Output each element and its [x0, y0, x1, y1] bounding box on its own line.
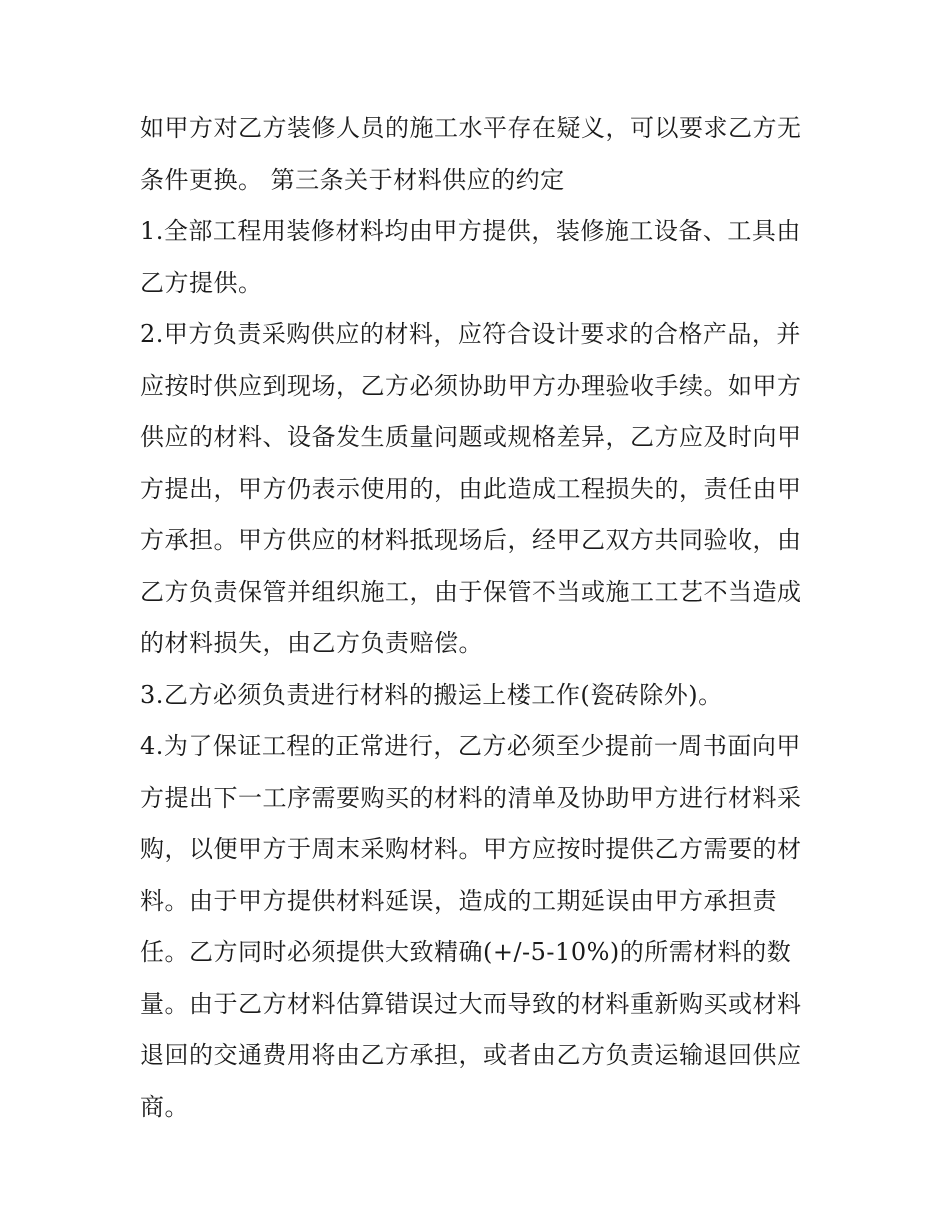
text-line: 方提出下一工序需要购买的材料的清单及协助甲方进行材料采 [140, 783, 802, 812]
text-line: 商。 [140, 1092, 189, 1121]
text-line: 4.为了保证工程的正常进行，乙方必须至少提前一周书面向甲 [140, 732, 801, 760]
text-line: 量。由于乙方材料估算错误过大而导致的材料重新购买或材料 [140, 989, 802, 1018]
text-line: 2.甲方负责采购供应的材料，应符合设计要求的合格产品，并 [140, 320, 801, 348]
contract-text-block [140, 103, 820, 1133]
text-line: 方提出，甲方仍表示使用的，由此造成工程损失的，责任由甲 [140, 474, 802, 503]
text-line: 乙方提供。 [140, 268, 263, 297]
text-line: 1.全部工程用装修材料均由甲方提供，装修施工设备、工具由 [140, 217, 801, 245]
text-line: 任。乙方同时必须提供大致精确(+/-5-10%)的所需材料的数 [140, 938, 792, 966]
text-line: 条件更换。 第三条关于材料供应的约定 [140, 165, 565, 194]
text-line: 应按时供应到现场，乙方必须协助甲方办理验收手续。如甲方 [140, 371, 802, 400]
text-line: 如甲方对乙方装修人员的施工水平存在疑义，可以要求乙方无 [140, 114, 802, 142]
text-line: 方承担。甲方供应的材料抵现场后，经甲乙双方共同验收，由 [140, 526, 802, 554]
text-line: 料。由于甲方提供材料延误，造成的工期延误由甲方承担责 [140, 886, 777, 915]
text-line: 3.乙方必须负责进行材料的搬运上楼工作(瓷砖除外)。 [140, 680, 723, 709]
text-line: 供应的材料、设备发生质量问题或规格差异，乙方应及时向甲 [140, 423, 802, 451]
text-line: 的材料损失，由乙方负责赔偿。 [140, 629, 483, 657]
text-line: 乙方负责保管并组织施工，由于保管不当或施工工艺不当造成 [140, 577, 802, 606]
text-line: 购，以便甲方于周末采购材料。甲方应按时提供乙方需要的材 [140, 835, 802, 863]
text-line: 退回的交通费用将由乙方承担，或者由乙方负责运输退回供应 [140, 1041, 802, 1069]
